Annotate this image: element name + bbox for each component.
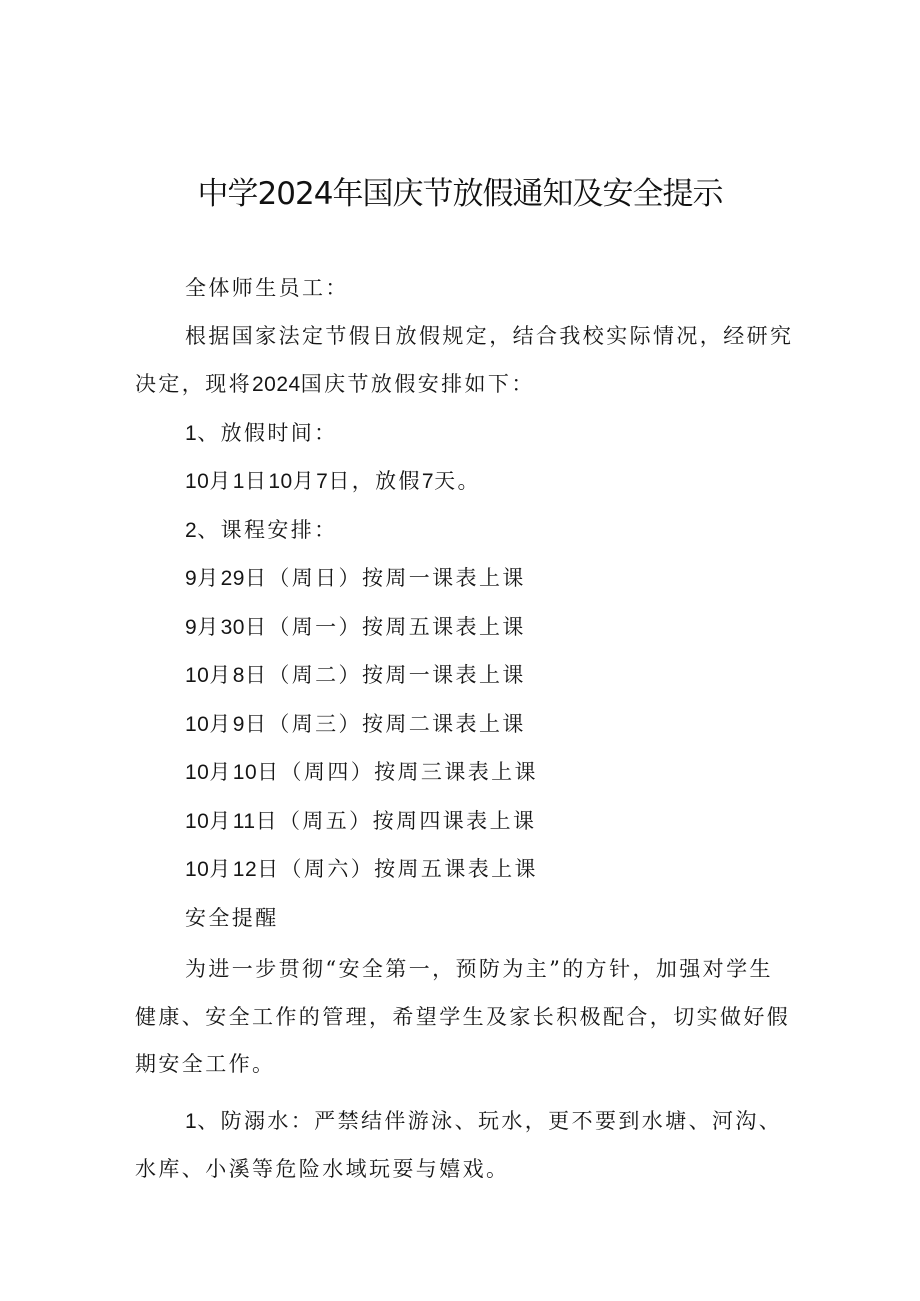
section-2-heading: 2、课程安排： [185, 518, 338, 542]
schedule-item: 10月9日（周三）按周二课表上课 [185, 712, 526, 736]
schedule-item: 9月30日（周一）按周五课表上课 [185, 615, 526, 639]
safety-item-1-line-2: 水库、小溪等危险水域玩耍与嬉戏。 [135, 1157, 510, 1181]
section-1-heading: 1、放假时间： [185, 421, 338, 445]
holiday-period: 10月1日10月7日，放假7天。 [185, 469, 481, 493]
intro-paragraph-line-2: 决定，现将2024国庆节放假安排如下： [135, 372, 535, 396]
safety-paragraph-line-2: 健康、安全工作的管理，希望学生及家长积极配合，切实做好假 [135, 1005, 791, 1029]
intro-paragraph-line-1: 根据国家法定节假日放假规定，结合我校实际情况，经研究 [185, 324, 794, 348]
schedule-item: 9月29日（周日）按周一课表上课 [185, 566, 526, 590]
safety-paragraph-line-3: 期安全工作。 [135, 1052, 276, 1076]
salutation: 全体师生员工： [185, 276, 349, 300]
document-title: 中学2024年国庆节放假通知及安全提示 [197, 176, 723, 212]
schedule-item: 10月8日（周二）按周一课表上课 [185, 663, 526, 687]
safety-heading: 安全提醒 [185, 906, 279, 930]
safety-item-1-line-1: 1、防溺水：严禁结伴游泳、玩水，更不要到水塘、河沟、 [185, 1109, 783, 1133]
schedule-item: 10月10日（周四）按周三课表上课 [185, 760, 538, 784]
schedule-item: 10月11日（周五）按周四课表上课 [185, 809, 537, 833]
safety-paragraph-line-1: 为进一步贯彻“安全第一，预防为主”的方针，加强对学生 [185, 957, 773, 981]
schedule-item: 10月12日（周六）按周五课表上课 [185, 857, 538, 881]
